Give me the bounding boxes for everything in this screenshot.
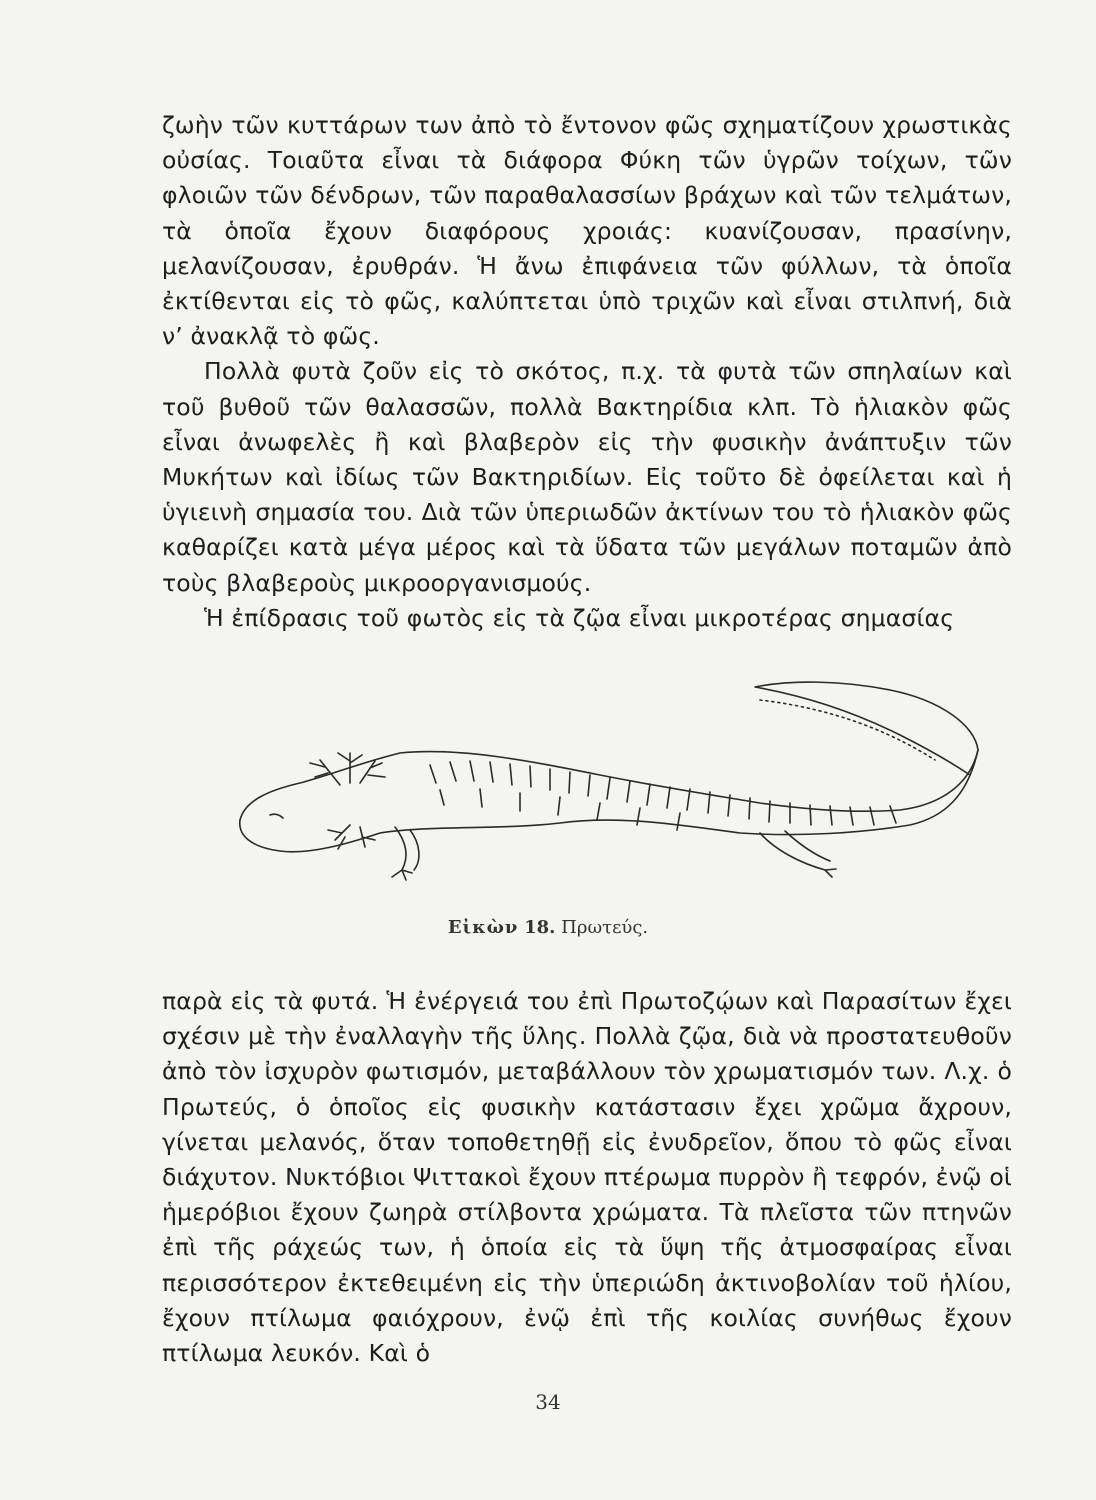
figure-caption: [0, 917, 1096, 938]
paragraph: Ἡ ἐπίδρασις τοῦ φωτὸς εἰς τὰ ζῷα εἶναι μικροτέρας σημασίας: [204, 603, 955, 632]
proteus-illustration: [200, 665, 1000, 895]
paragraph: Πολλὰ φυτὰ ζοῦν εἰς τὸ σκότος, π.χ. τὰ φυτὰ τῶν σπηλαίων καὶ τοῦ βυθοῦ τῶν θαλασσῶν, πολλὰ Βακτηρίδια κλπ. Τὸ ἡλιακὸν φῶς εἶναι ἀνωφελὲς ἢ καὶ βλαβερὸν εἰς τὴν φυσικὴν ἀνάπτυξιν τῶν Μυκήτων καὶ ἰδίως τῶν Βακτηριδίων. Εἰς τοῦτο δὲ ὀφείλεται καὶ ἡ ὑγιεινὴ σημασία του. Διὰ τῶν ὑπεριωδῶν ἀκτίνων του τὸ ἡλιακὸν φῶς καθαρίζει κατὰ μέγα μέρος καὶ τὰ ὕδατα τῶν μεγάλων ποταμῶν ἀπὸ τοὺς βλαβεροὺς μικροοργανισμούς.: [162, 357, 1012, 597]
text-block-bottom: [162, 984, 1012, 1371]
page-number: 34: [535, 1390, 561, 1414]
paragraph: ζωὴν τῶν κυττάρων των ἀπὸ τὸ ἔντονον φῶς σχηματίζουν χρωστικὰς οὐσίας. Τοιαῦτα εἶναι τὰ διάφορα Φύκη τῶν ὑγρῶν τοίχων, τῶν φλοιῶν τῶν δένδρων, τῶν παραθαλασσίων βράχων καὶ τῶν τελμάτων, τὰ ὁποῖα ἔχουν διαφόρους χροιάς: κυανίζουσαν, πρασίνην, μελανίζουσαν, ἐρυθράν. Ἡ ἄνω ἐπιφάνεια τῶν φύλλων, τὰ ὁποῖα ἐκτίθενται εἰς τὸ φῶς, καλύπτεται ὑπὸ τριχῶν καὶ εἶναι στιλπνή, διὰ ν’ ἀνακλᾷ τὸ φῶς.: [162, 111, 1012, 351]
caption-label: Εἰκὼν: [447, 917, 519, 938]
caption-number: 18.: [524, 917, 556, 938]
caption-text: Πρωτεύς.: [561, 917, 649, 938]
paragraph: παρὰ εἰς τὰ φυτά. Ἡ ἐνέργειά του ἐπὶ Πρωτοζῴων καὶ Παρασίτων ἔχει σχέσιν μὲ τὴν ἐναλλαγὴν τῆς ὕλης. Πολλὰ ζῷα, διὰ νὰ προστατευθοῦν ἀπὸ τὸν ἰσχυρὸν φωτισμόν, μεταβάλλουν τὸν χρωματισμόν των. Λ.χ. ὁ Πρωτεύς, ὁ ὁποῖος εἰς φυσικὴν κατάστασιν ἔχει χρῶμα ἄχρουν, γίνεται μελανός, ὅταν τοποθετηθῇ εἰς ἐνυδρεῖον, ὅπου τὸ φῶς εἶναι διάχυτον. Νυκτόβιοι Ψιττακοὶ ἔχουν πτέρωμα πυρρὸν ἢ τεφρόν, ἐνῷ οἱ ἡμερόβιοι ἔχουν ζωηρὰ στίλβοντα χρώματα. Τὰ πλεῖστα τῶν πτηνῶν ἐπὶ τῆς ράχεώς των, ἡ ὁποία εἰς τὰ ὕψη τῆς ἀτμοσφαίρας εἶναι περισσότερον ἐκτεθειμένη εἰς τὴν ὑπεριώδη ἀκτινοβολίαν τοῦ ἡλίου, ἔχουν πτίλωμα φαιόχρουν, ἐνῷ ἐπὶ τῆς κοιλίας συνήθως ἔχουν πτίλωμα λευκόν. Καὶ ὁ: [162, 987, 1012, 1368]
text-block-top: [162, 108, 1012, 636]
